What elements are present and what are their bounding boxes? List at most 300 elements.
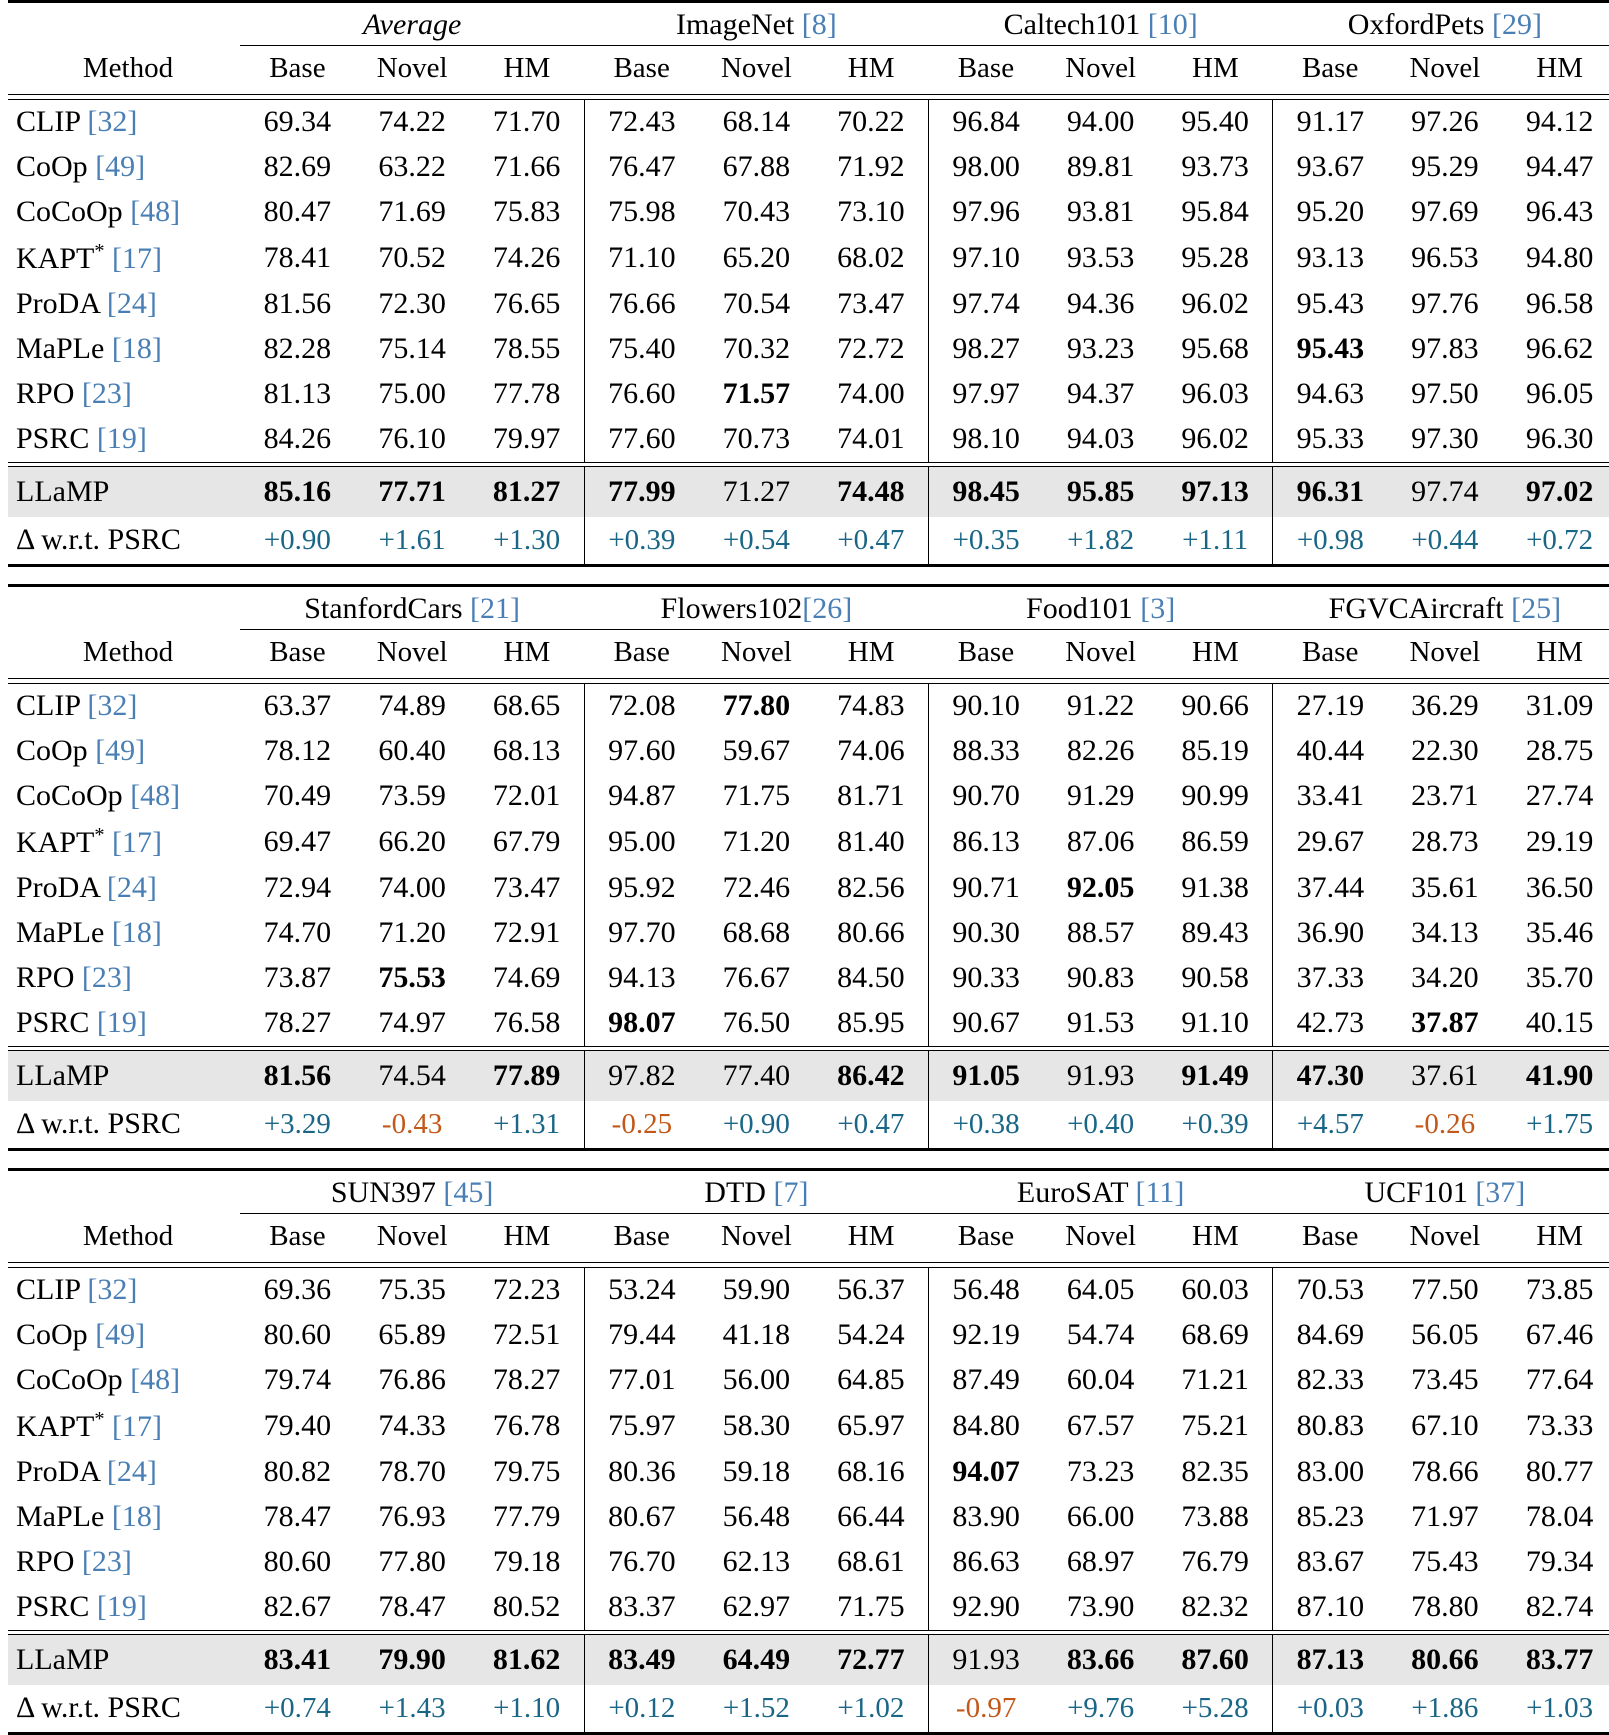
metric-cell: 68.16: [814, 1450, 929, 1495]
table-blocks-container: [8, 0, 1601, 1735]
metric-cell: 73.33: [1502, 1403, 1609, 1450]
dataset-name: StanfordCars: [304, 592, 462, 625]
citation-ref[interactable]: [45]: [443, 1176, 493, 1209]
delta-metric-cell: +0.47: [814, 517, 929, 566]
metric-cell: 76.79: [1158, 1540, 1273, 1585]
metric-cell: 27.19: [1273, 683, 1388, 729]
metric-cell: 33.41: [1273, 774, 1388, 819]
metric-cell: 74.22: [355, 99, 470, 145]
metric-cell: 97.50: [1388, 372, 1503, 417]
metric-cell: 95.92: [584, 866, 699, 911]
col-header-hm: HM: [1158, 630, 1273, 679]
metric-cell: 37.44: [1273, 866, 1388, 911]
row-method-cell: [8, 1495, 240, 1540]
row-method-cell: [8, 956, 240, 1001]
metric-cell: 75.97: [584, 1403, 699, 1450]
metric-cell: 76.60: [584, 372, 699, 417]
metric-cell: 59.18: [699, 1450, 814, 1495]
table-row: [8, 417, 1609, 463]
metric-cell: 96.53: [1388, 235, 1503, 282]
ours-metric-cell: 72.77: [814, 1635, 929, 1686]
metric-cell: 87.06: [1043, 819, 1158, 866]
citation-ref[interactable]: [19]: [97, 1590, 147, 1623]
ours-metric-cell: 83.66: [1043, 1635, 1158, 1686]
citation-ref[interactable]: [7]: [773, 1176, 808, 1209]
metric-cell: 54.24: [814, 1313, 929, 1358]
ours-metric-cell: 81.56: [240, 1051, 355, 1102]
metric-cell: 64.05: [1043, 1267, 1158, 1313]
dataset-name: Caltech101: [1004, 8, 1141, 41]
metric-cell: 82.33: [1273, 1358, 1388, 1403]
citation-ref[interactable]: [21]: [470, 592, 520, 625]
metric-cell: 72.51: [470, 1313, 585, 1358]
metric-cell: 42.73: [1273, 1001, 1388, 1047]
citation-ref[interactable]: [19]: [97, 422, 147, 455]
metric-cell: 89.43: [1158, 911, 1273, 956]
metric-cell: 74.00: [814, 372, 929, 417]
metric-cell: 78.41: [240, 235, 355, 282]
dataset-name: Flowers102: [661, 592, 803, 625]
method-name: KAPT*: [16, 242, 105, 275]
row-method-cell: [8, 1001, 240, 1047]
table-row: [8, 190, 1609, 235]
metric-cell: 53.24: [584, 1267, 699, 1313]
metric-cell: 23.71: [1388, 774, 1503, 819]
metric-cell: 76.50: [699, 1001, 814, 1047]
delta-metric-cell: +0.54: [699, 517, 814, 566]
metric-cell: 82.32: [1158, 1585, 1273, 1631]
col-header-base: Base: [1273, 46, 1388, 95]
dataset-header-imagenet: [584, 3, 928, 46]
metric-cell: 91.53: [1043, 1001, 1158, 1047]
metric-cell: 94.36: [1043, 282, 1158, 327]
metric-cell: 66.00: [1043, 1495, 1158, 1540]
metric-cell: 98.07: [584, 1001, 699, 1047]
citation-ref[interactable]: [3]: [1140, 592, 1175, 625]
metric-cell: 56.00: [699, 1358, 814, 1403]
metric-cell: 97.97: [929, 372, 1044, 417]
table-row: [8, 1585, 1609, 1631]
row-method-cell: [8, 372, 240, 417]
ours-row: [8, 1635, 1609, 1686]
metric-cell: 73.47: [814, 282, 929, 327]
metric-cell: 78.12: [240, 729, 355, 774]
metric-cell: 67.88: [699, 145, 814, 190]
ours-metric-cell: 81.27: [470, 467, 585, 518]
metric-cell: 74.33: [355, 1403, 470, 1450]
metric-cell: 80.60: [240, 1540, 355, 1585]
citation-ref[interactable]: [49]: [95, 734, 145, 767]
dataset-header-sun397: [240, 1171, 584, 1214]
column-header-row: [8, 46, 1609, 95]
citation-ref[interactable]: [26]: [802, 592, 852, 625]
metric-cell: 73.45: [1388, 1358, 1503, 1403]
method-name: PSRC: [16, 422, 89, 455]
metric-cell: 88.57: [1043, 911, 1158, 956]
metric-cell: 78.66: [1388, 1450, 1503, 1495]
col-header-base: Base: [240, 46, 355, 95]
col-header-base: Base: [1273, 630, 1388, 679]
results-block-2: [8, 584, 1609, 1151]
dataset-name: SUN397: [331, 1176, 436, 1209]
method-name: ProDA: [16, 871, 99, 904]
metric-cell: 97.10: [929, 235, 1044, 282]
metric-cell: 72.72: [814, 327, 929, 372]
method-name: CLIP: [16, 689, 80, 722]
table-row: [8, 327, 1609, 372]
ours-row: [8, 467, 1609, 518]
metric-cell: 93.73: [1158, 145, 1273, 190]
metric-cell: 71.10: [584, 235, 699, 282]
method-column-header: Method: [8, 1214, 240, 1263]
delta-metric-cell: +0.39: [584, 517, 699, 566]
citation-ref[interactable]: [19]: [97, 1006, 147, 1039]
method-name: CLIP: [16, 105, 80, 138]
citation-ref[interactable]: [24]: [107, 1455, 157, 1488]
citation-ref[interactable]: [18]: [112, 916, 162, 949]
metric-cell: 78.47: [240, 1495, 355, 1540]
metric-cell: 80.83: [1273, 1403, 1388, 1450]
metric-cell: 72.46: [699, 866, 814, 911]
ours-metric-cell: 91.05: [929, 1051, 1044, 1102]
citation-ref[interactable]: [23]: [82, 961, 132, 994]
metric-cell: 68.14: [699, 99, 814, 145]
metric-cell: 91.10: [1158, 1001, 1273, 1047]
delta-metric-cell: +1.43: [355, 1685, 470, 1734]
table-row: [8, 235, 1609, 282]
dataset-header-stanfordcars: [240, 587, 584, 630]
metric-cell: 70.52: [355, 235, 470, 282]
metric-cell: 56.48: [929, 1267, 1044, 1313]
citation-ref[interactable]: [32]: [87, 689, 137, 722]
metric-cell: 74.83: [814, 683, 929, 729]
metric-cell: 75.98: [584, 190, 699, 235]
metric-cell: 98.27: [929, 327, 1044, 372]
table-row: [8, 729, 1609, 774]
metric-cell: 78.70: [355, 1450, 470, 1495]
metric-cell: 73.47: [470, 866, 585, 911]
table-row: [8, 1313, 1609, 1358]
metric-cell: 70.53: [1273, 1267, 1388, 1313]
delta-metric-cell: +1.03: [1502, 1685, 1609, 1734]
metric-cell: 79.18: [470, 1540, 585, 1585]
dataset-header-row: [8, 3, 1609, 46]
metric-cell: 85.95: [814, 1001, 929, 1047]
delta-label-cell: Δ w.r.t. PSRC: [8, 517, 240, 566]
metric-cell: 67.79: [470, 819, 585, 866]
asterisk-marker: *: [94, 824, 104, 846]
metric-cell: 82.69: [240, 145, 355, 190]
citation-ref[interactable]: [49]: [95, 1318, 145, 1351]
col-header-base: Base: [584, 630, 699, 679]
citation-ref[interactable]: [37]: [1475, 1176, 1525, 1209]
metric-cell: 82.74: [1502, 1585, 1609, 1631]
metric-cell: 80.52: [470, 1585, 585, 1631]
delta-metric-cell: +0.12: [584, 1685, 699, 1734]
metric-cell: 78.27: [240, 1001, 355, 1047]
metric-cell: 84.69: [1273, 1313, 1388, 1358]
metric-cell: 97.30: [1388, 417, 1503, 463]
metric-cell: 95.84: [1158, 190, 1273, 235]
header-spacer: [8, 587, 240, 630]
ours-metric-cell: 97.13: [1158, 467, 1273, 518]
metric-cell: 37.87: [1388, 1001, 1503, 1047]
method-name: KAPT*: [16, 826, 105, 859]
metric-cell: 71.20: [355, 911, 470, 956]
citation-ref[interactable]: [11]: [1136, 1176, 1185, 1209]
metric-cell: 28.75: [1502, 729, 1609, 774]
metric-cell: 28.73: [1388, 819, 1503, 866]
metric-cell: 90.33: [929, 956, 1044, 1001]
row-method-cell: [8, 866, 240, 911]
metric-cell: 83.37: [584, 1585, 699, 1631]
col-header-novel: Novel: [355, 46, 470, 95]
metric-cell: 35.61: [1388, 866, 1503, 911]
metric-cell: 82.56: [814, 866, 929, 911]
metric-cell: 68.68: [699, 911, 814, 956]
metric-cell: 77.80: [699, 683, 814, 729]
ours-metric-cell: 74.48: [814, 467, 929, 518]
method-name: ProDA: [16, 1455, 99, 1488]
metric-cell: 94.07: [929, 1450, 1044, 1495]
citation-ref[interactable]: [25]: [1511, 592, 1561, 625]
row-method-cell: [8, 1358, 240, 1403]
metric-cell: 96.84: [929, 99, 1044, 145]
ours-metric-cell: 98.45: [929, 467, 1044, 518]
metric-cell: 64.85: [814, 1358, 929, 1403]
metric-cell: 73.59: [355, 774, 470, 819]
col-header-base: Base: [240, 1214, 355, 1263]
delta-metric-cell: +0.72: [1502, 517, 1609, 566]
metric-cell: 79.34: [1502, 1540, 1609, 1585]
citation-ref[interactable]: [48]: [130, 779, 180, 812]
results-block-3: [8, 1168, 1609, 1735]
delta-metric-cell: +9.76: [1043, 1685, 1158, 1734]
metric-cell: 75.53: [355, 956, 470, 1001]
citation-ref[interactable]: [24]: [107, 287, 157, 320]
col-header-novel: Novel: [355, 1214, 470, 1263]
metric-cell: 68.13: [470, 729, 585, 774]
metric-cell: 70.43: [699, 190, 814, 235]
metric-cell: 71.97: [1388, 1495, 1503, 1540]
col-header-novel: Novel: [1388, 630, 1503, 679]
metric-cell: 90.71: [929, 866, 1044, 911]
ours-metric-cell: 87.60: [1158, 1635, 1273, 1686]
table-row: [8, 1403, 1609, 1450]
metric-cell: 78.04: [1502, 1495, 1609, 1540]
metric-cell: 72.23: [470, 1267, 585, 1313]
dataset-name: Food101: [1026, 592, 1133, 625]
metric-cell: 79.40: [240, 1403, 355, 1450]
ours-metric-cell: 96.31: [1273, 467, 1388, 518]
metric-cell: 86.63: [929, 1540, 1044, 1585]
method-name: CoCoOp: [16, 779, 123, 812]
ours-metric-cell: 80.66: [1388, 1635, 1503, 1686]
table-row: [8, 866, 1609, 911]
metric-cell: 81.13: [240, 372, 355, 417]
method-name: ProDA: [16, 287, 99, 320]
citation-ref[interactable]: [32]: [87, 105, 137, 138]
citation-ref[interactable]: [10]: [1148, 8, 1198, 41]
ours-metric-cell: 86.42: [814, 1051, 929, 1102]
dataset-name: DTD: [704, 1176, 766, 1209]
citation-ref[interactable]: [23]: [82, 377, 132, 410]
method-name: PSRC: [16, 1006, 89, 1039]
row-method-cell: [8, 683, 240, 729]
metric-cell: 96.62: [1502, 327, 1609, 372]
metric-cell: 70.32: [699, 327, 814, 372]
metric-cell: 80.60: [240, 1313, 355, 1358]
metric-cell: 54.74: [1043, 1313, 1158, 1358]
row-method-cell: [8, 282, 240, 327]
citation-ref[interactable]: [49]: [95, 150, 145, 183]
table-row: [8, 819, 1609, 866]
citation-ref[interactable]: [48]: [130, 1363, 180, 1396]
citation-ref[interactable]: [24]: [107, 871, 157, 904]
delta-metric-cell: +0.39: [1158, 1101, 1273, 1150]
delta-metric-cell: -0.25: [584, 1101, 699, 1150]
row-method-cell: [8, 145, 240, 190]
method-column-header: Method: [8, 46, 240, 95]
metric-cell: 93.81: [1043, 190, 1158, 235]
dataset-header-caltech101: [929, 3, 1273, 46]
metric-cell: 80.36: [584, 1450, 699, 1495]
col-header-novel: Novel: [1388, 46, 1503, 95]
citation-ref[interactable]: [29]: [1492, 8, 1542, 41]
ours-metric-cell: 83.77: [1502, 1635, 1609, 1686]
row-method-cell: [8, 1313, 240, 1358]
delta-row: [8, 1685, 1609, 1734]
dataset-header-flowers102: [584, 587, 928, 630]
delta-metric-cell: +1.31: [470, 1101, 585, 1150]
citation-ref[interactable]: [18]: [112, 332, 162, 365]
dataset-name: OxfordPets: [1348, 8, 1485, 41]
metric-cell: 90.67: [929, 1001, 1044, 1047]
metric-cell: 95.00: [584, 819, 699, 866]
method-name: KAPT*: [16, 1410, 105, 1443]
method-name: PSRC: [16, 1590, 89, 1623]
metric-cell: 95.68: [1158, 327, 1273, 372]
row-method-cell: [8, 729, 240, 774]
delta-metric-cell: +0.47: [814, 1101, 929, 1150]
citation-ref[interactable]: [23]: [82, 1545, 132, 1578]
metric-cell: 75.21: [1158, 1403, 1273, 1450]
citation-ref[interactable]: [8]: [802, 8, 837, 41]
metric-cell: 76.67: [699, 956, 814, 1001]
delta-metric-cell: -0.26: [1388, 1101, 1503, 1150]
table-row: [8, 282, 1609, 327]
asterisk-marker: *: [94, 240, 104, 262]
metric-cell: 95.29: [1388, 145, 1503, 190]
metric-cell: 76.58: [470, 1001, 585, 1047]
metric-cell: 96.05: [1502, 372, 1609, 417]
metric-cell: 74.69: [470, 956, 585, 1001]
metric-cell: 72.43: [584, 99, 699, 145]
dataset-header-dtd: [584, 1171, 928, 1214]
ours-metric-cell: 77.40: [699, 1051, 814, 1102]
method-name: RPO: [16, 1545, 74, 1578]
metric-cell: 96.43: [1502, 190, 1609, 235]
metric-cell: 83.90: [929, 1495, 1044, 1540]
metric-cell: 74.70: [240, 911, 355, 956]
row-method-cell: [8, 1450, 240, 1495]
ours-metric-cell: 47.30: [1273, 1051, 1388, 1102]
delta-label-cell: Δ w.r.t. PSRC: [8, 1685, 240, 1734]
metric-cell: 90.10: [929, 683, 1044, 729]
metric-cell: 76.78: [470, 1403, 585, 1450]
citation-ref[interactable]: [48]: [130, 195, 180, 228]
row-method-cell: [8, 235, 240, 282]
metric-cell: 36.90: [1273, 911, 1388, 956]
metric-cell: 73.10: [814, 190, 929, 235]
metric-cell: 76.93: [355, 1495, 470, 1540]
delta-metric-cell: +0.74: [240, 1685, 355, 1734]
ours-metric-cell: 97.82: [584, 1051, 699, 1102]
metric-cell: 40.15: [1502, 1001, 1609, 1047]
metric-cell: 75.00: [355, 372, 470, 417]
ours-metric-cell: 41.90: [1502, 1051, 1609, 1102]
ours-metric-cell: 91.93: [929, 1635, 1044, 1686]
metric-cell: 94.00: [1043, 99, 1158, 145]
table-row: [8, 1495, 1609, 1540]
metric-cell: 72.94: [240, 866, 355, 911]
col-header-novel: Novel: [1043, 1214, 1158, 1263]
ours-method-cell: LLaMP: [8, 1635, 240, 1686]
metric-cell: 70.49: [240, 774, 355, 819]
table-row: [8, 911, 1609, 956]
metric-cell: 56.05: [1388, 1313, 1503, 1358]
metric-cell: 90.83: [1043, 956, 1158, 1001]
row-method-cell: [8, 1585, 240, 1631]
col-header-hm: HM: [1502, 630, 1609, 679]
ours-metric-cell: 83.49: [584, 1635, 699, 1686]
citation-ref[interactable]: [32]: [87, 1273, 137, 1306]
citation-ref[interactable]: [18]: [112, 1500, 162, 1533]
metric-cell: 97.83: [1388, 327, 1503, 372]
metric-cell: 83.00: [1273, 1450, 1388, 1495]
metric-cell: 94.87: [584, 774, 699, 819]
metric-cell: 74.06: [814, 729, 929, 774]
metric-cell: 72.30: [355, 282, 470, 327]
method-name: CoOp: [16, 734, 88, 767]
table-row: [8, 372, 1609, 417]
metric-cell: 95.43: [1273, 282, 1388, 327]
metric-cell: 27.74: [1502, 774, 1609, 819]
dataset-name: FGVCAircraft: [1329, 592, 1504, 625]
delta-row: [8, 517, 1609, 566]
citation-ref[interactable]: [17]: [112, 1410, 162, 1443]
citation-ref[interactable]: [17]: [112, 826, 162, 859]
metric-cell: 97.60: [584, 729, 699, 774]
col-header-hm: HM: [814, 1214, 929, 1263]
citation-ref[interactable]: [17]: [112, 242, 162, 275]
metric-cell: 66.44: [814, 1495, 929, 1540]
metric-cell: 76.65: [470, 282, 585, 327]
method-name: CoOp: [16, 1318, 88, 1351]
metric-cell: 36.29: [1388, 683, 1503, 729]
ours-metric-cell: 74.54: [355, 1051, 470, 1102]
method-name: CoCoOp: [16, 195, 123, 228]
metric-cell: 91.17: [1273, 99, 1388, 145]
metric-cell: 74.01: [814, 417, 929, 463]
metric-cell: 69.47: [240, 819, 355, 866]
ours-metric-cell: 83.41: [240, 1635, 355, 1686]
col-header-novel: Novel: [1388, 1214, 1503, 1263]
delta-metric-cell: +1.10: [470, 1685, 585, 1734]
row-method-cell: [8, 417, 240, 463]
metric-cell: 92.90: [929, 1585, 1044, 1631]
metric-cell: 69.36: [240, 1267, 355, 1313]
